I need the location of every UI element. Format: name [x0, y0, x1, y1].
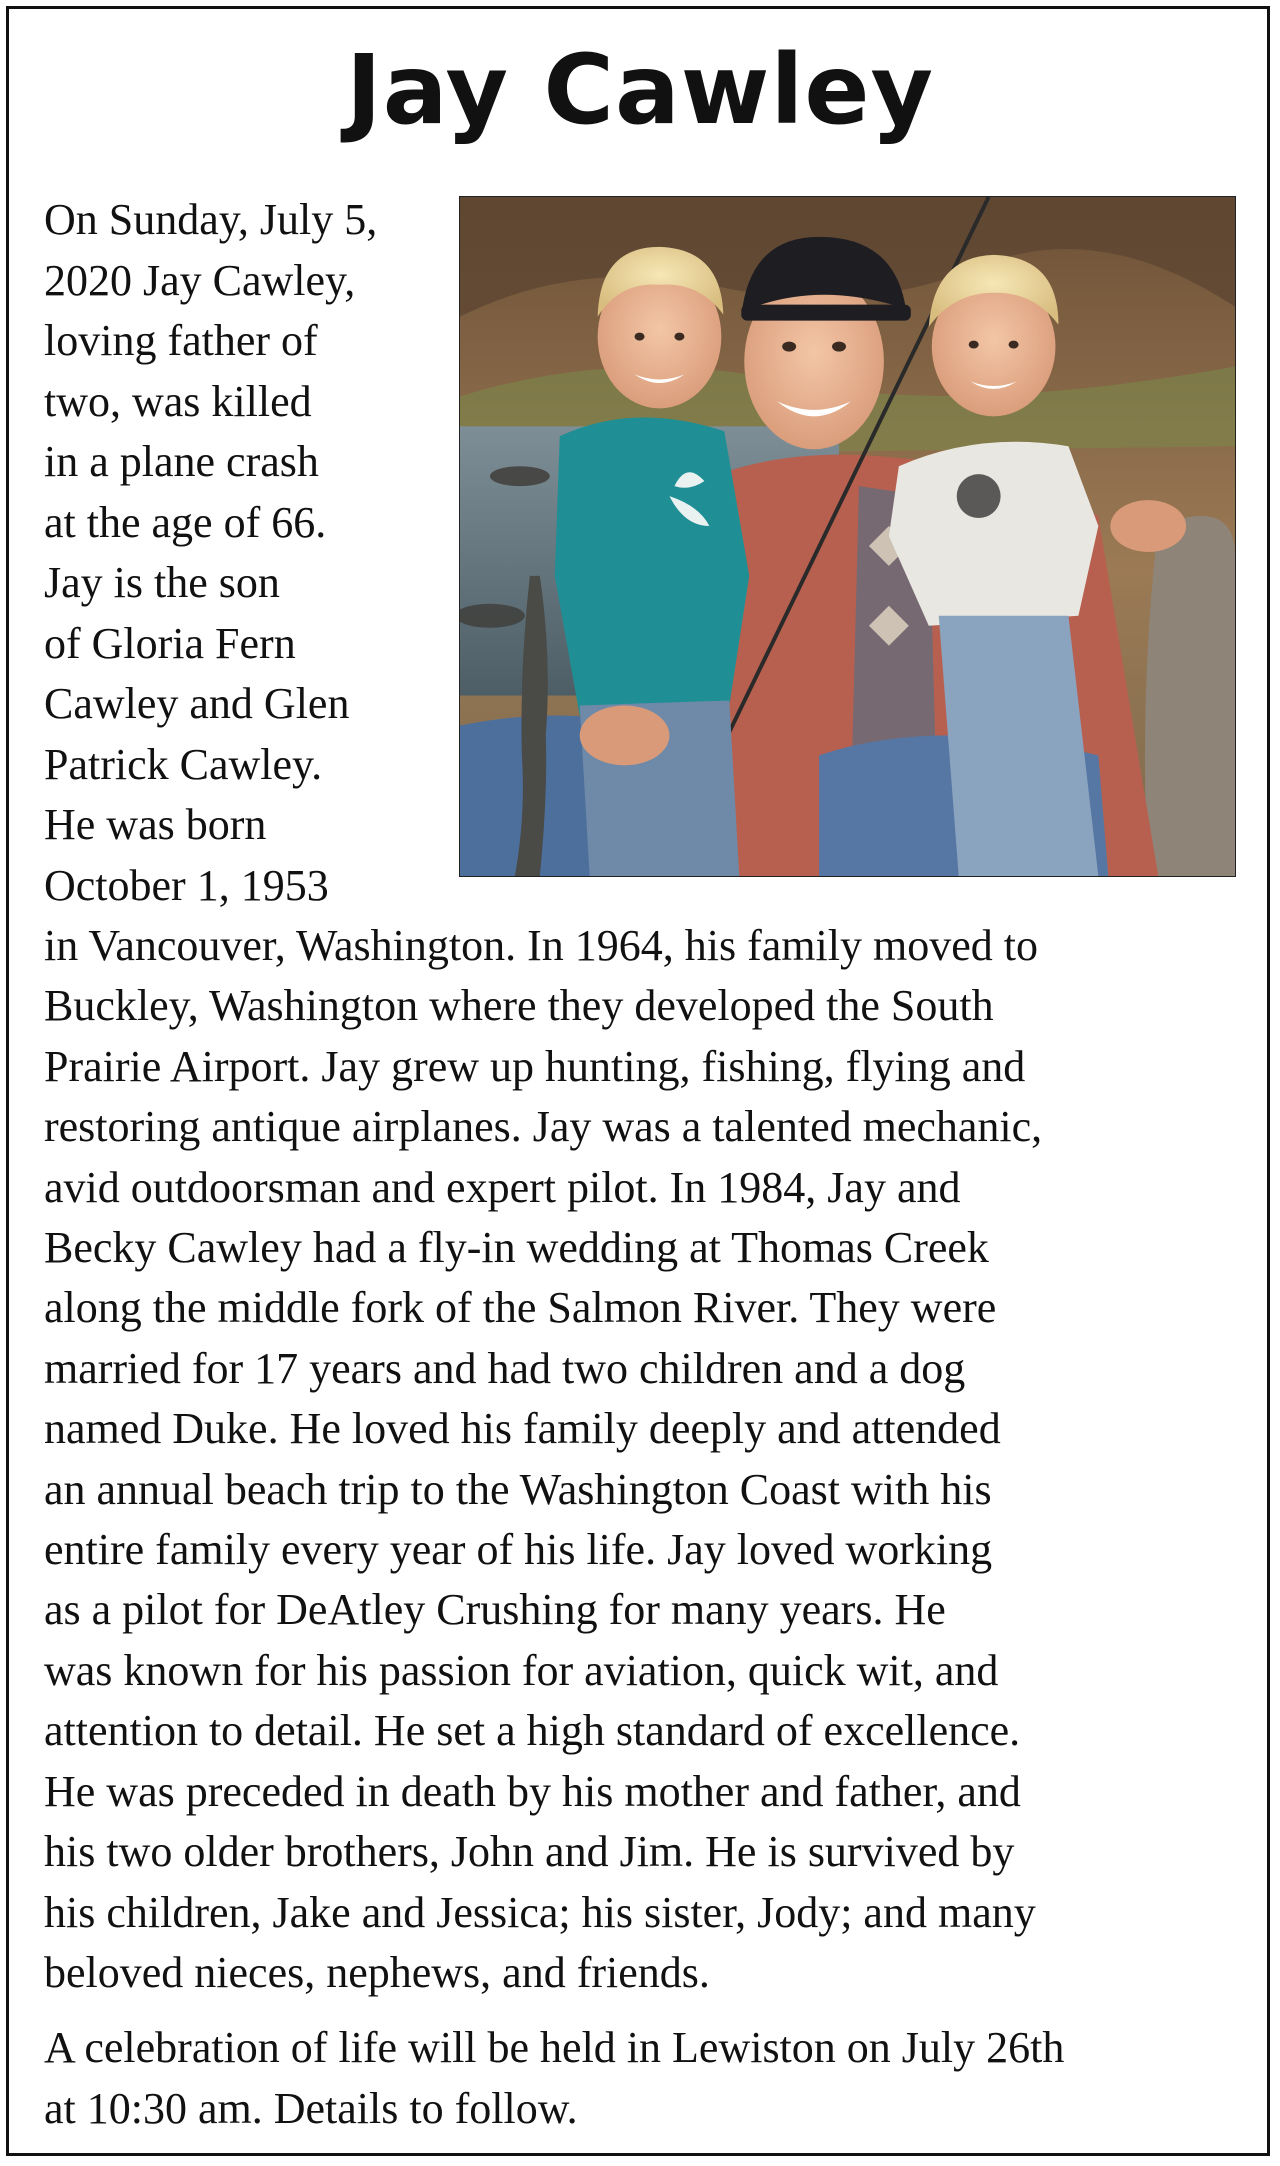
obituary-name: Jay Cawley	[345, 34, 935, 146]
text-line: A celebration of life will be held in Lewiston on July 26th	[44, 2023, 1065, 2072]
obituary-intro-text	[44, 190, 439, 916]
text-line: was known for his passion for aviation, quick wit, and	[44, 1645, 999, 1695]
text-line: named Duke. He loved his family deeply and attended	[44, 1404, 1001, 1454]
text-line: at 10:30 am. Details to follow.	[44, 2083, 578, 2133]
celebration-of-life-notice	[44, 2018, 1244, 2139]
text-line: his two older brothers, John and Jim. He is survived by	[44, 1827, 1015, 1877]
obituary-body-text	[44, 916, 1244, 2003]
text-line: On Sunday, July 5,	[44, 195, 378, 244]
text-line: Jay is the son	[44, 558, 280, 607]
text-line: avid outdoorsman and expert pilot. In 1984, Jay and	[44, 1162, 961, 1212]
family-photo-illustration	[460, 197, 1235, 876]
text-line: Prairie Airport. Jay grew up hunting, fishing, flying and	[44, 1041, 1026, 1091]
text-line: Cawley and Glen	[44, 679, 350, 728]
text-line: at the age of 66.	[44, 497, 327, 547]
text-line: an annual beach trip to the Washington Coast with his	[44, 1464, 992, 1514]
text-line: 2020 Jay Cawley,	[44, 255, 356, 305]
text-line: Becky Cawley had a fly-in wedding at Thomas Creek	[44, 1223, 989, 1273]
text-line: in a plane crash	[44, 437, 319, 486]
family-photo	[459, 196, 1236, 877]
text-line: beloved nieces, nephews, and friends.	[44, 1947, 710, 1997]
text-line: restoring antique airplanes. Jay was a talented mechanic,	[44, 1102, 1043, 1152]
text-line: He was born	[44, 800, 267, 849]
text-line: Buckley, Washington where they developed the South	[44, 981, 994, 1031]
text-line: Patrick Cawley.	[44, 739, 323, 789]
text-line: in Vancouver, Washington. In 1964, his family moved to	[44, 921, 1038, 970]
text-line: October 1, 1953	[44, 860, 329, 910]
text-line: two, was killed	[44, 376, 312, 426]
text-line: his children, Jake and Jessica; his sister, Jody; and many	[44, 1887, 1036, 1937]
text-line: loving father of	[44, 316, 318, 365]
text-line: attention to detail. He set a high standard of excellence.	[44, 1706, 1021, 1756]
text-line: as a pilot for DeAtley Crushing for many years. He	[44, 1585, 946, 1635]
text-line: He was preceded in death by his mother and father, and	[44, 1766, 1021, 1816]
text-line: entire family every year of his life. Jay loved working	[44, 1525, 993, 1575]
text-line: married for 17 years and had two children and a dog	[44, 1343, 966, 1393]
text-line: of Gloria Fern	[44, 618, 296, 668]
text-line: along the middle fork of the Salmon River. They were	[44, 1283, 997, 1333]
